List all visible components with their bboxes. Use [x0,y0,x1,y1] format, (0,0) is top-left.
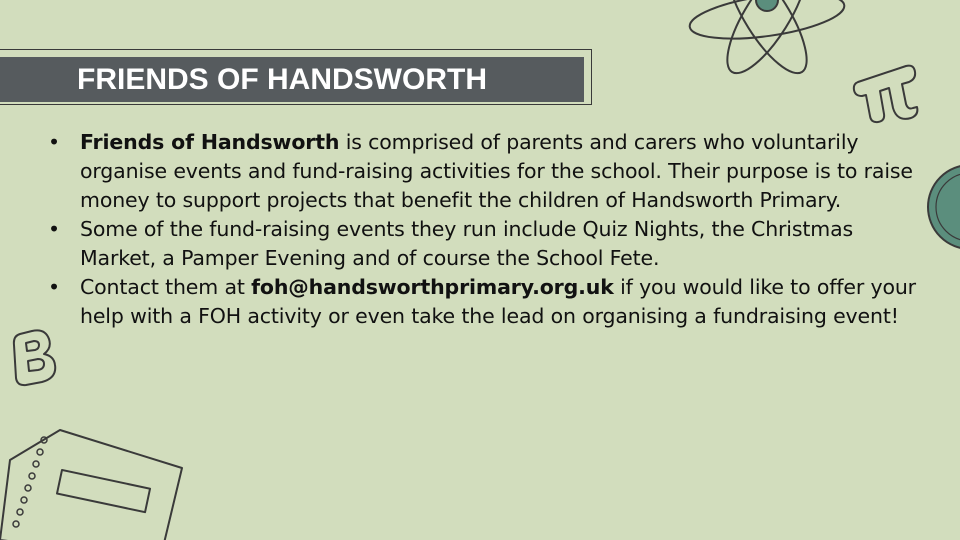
bullet-list [48,128,928,331]
bullet-text: Some of the fund-raising events they run include Quiz Nights, the Christmas Market, a Pamper Evening and of course the School Fete. [80,217,854,270]
bullet-dot: • [48,130,60,154]
letter-b-icon [14,330,55,385]
atom-icon [687,0,847,84]
bullet-text: if you would like to offer your help with a FOH activity or even take the lead on organising a fundraising event! [80,275,916,328]
contact-email[interactable]: foh@handsworthprimary.org.uk [251,275,614,299]
bullet-text: is comprised of parents and carers who voluntarily organise events and fund-raising activities for the school. Their purpose is to raise money to support projects that benefit the children of Handsworth Primary. [80,130,913,212]
bullet-item [48,273,928,331]
bullet-text: Contact them at [80,275,252,299]
slide-title: FRIENDS OF HANDSWORTH [77,63,487,96]
teal-circle-icon [928,165,960,249]
bullet-dot: • [48,217,60,241]
bullet-dot: • [48,275,60,299]
bullet-item [48,128,928,215]
notebook-icon [0,430,182,540]
pi-icon [854,66,918,123]
bullet-item [48,215,928,273]
org-name: Friends of Handsworth [80,130,340,154]
